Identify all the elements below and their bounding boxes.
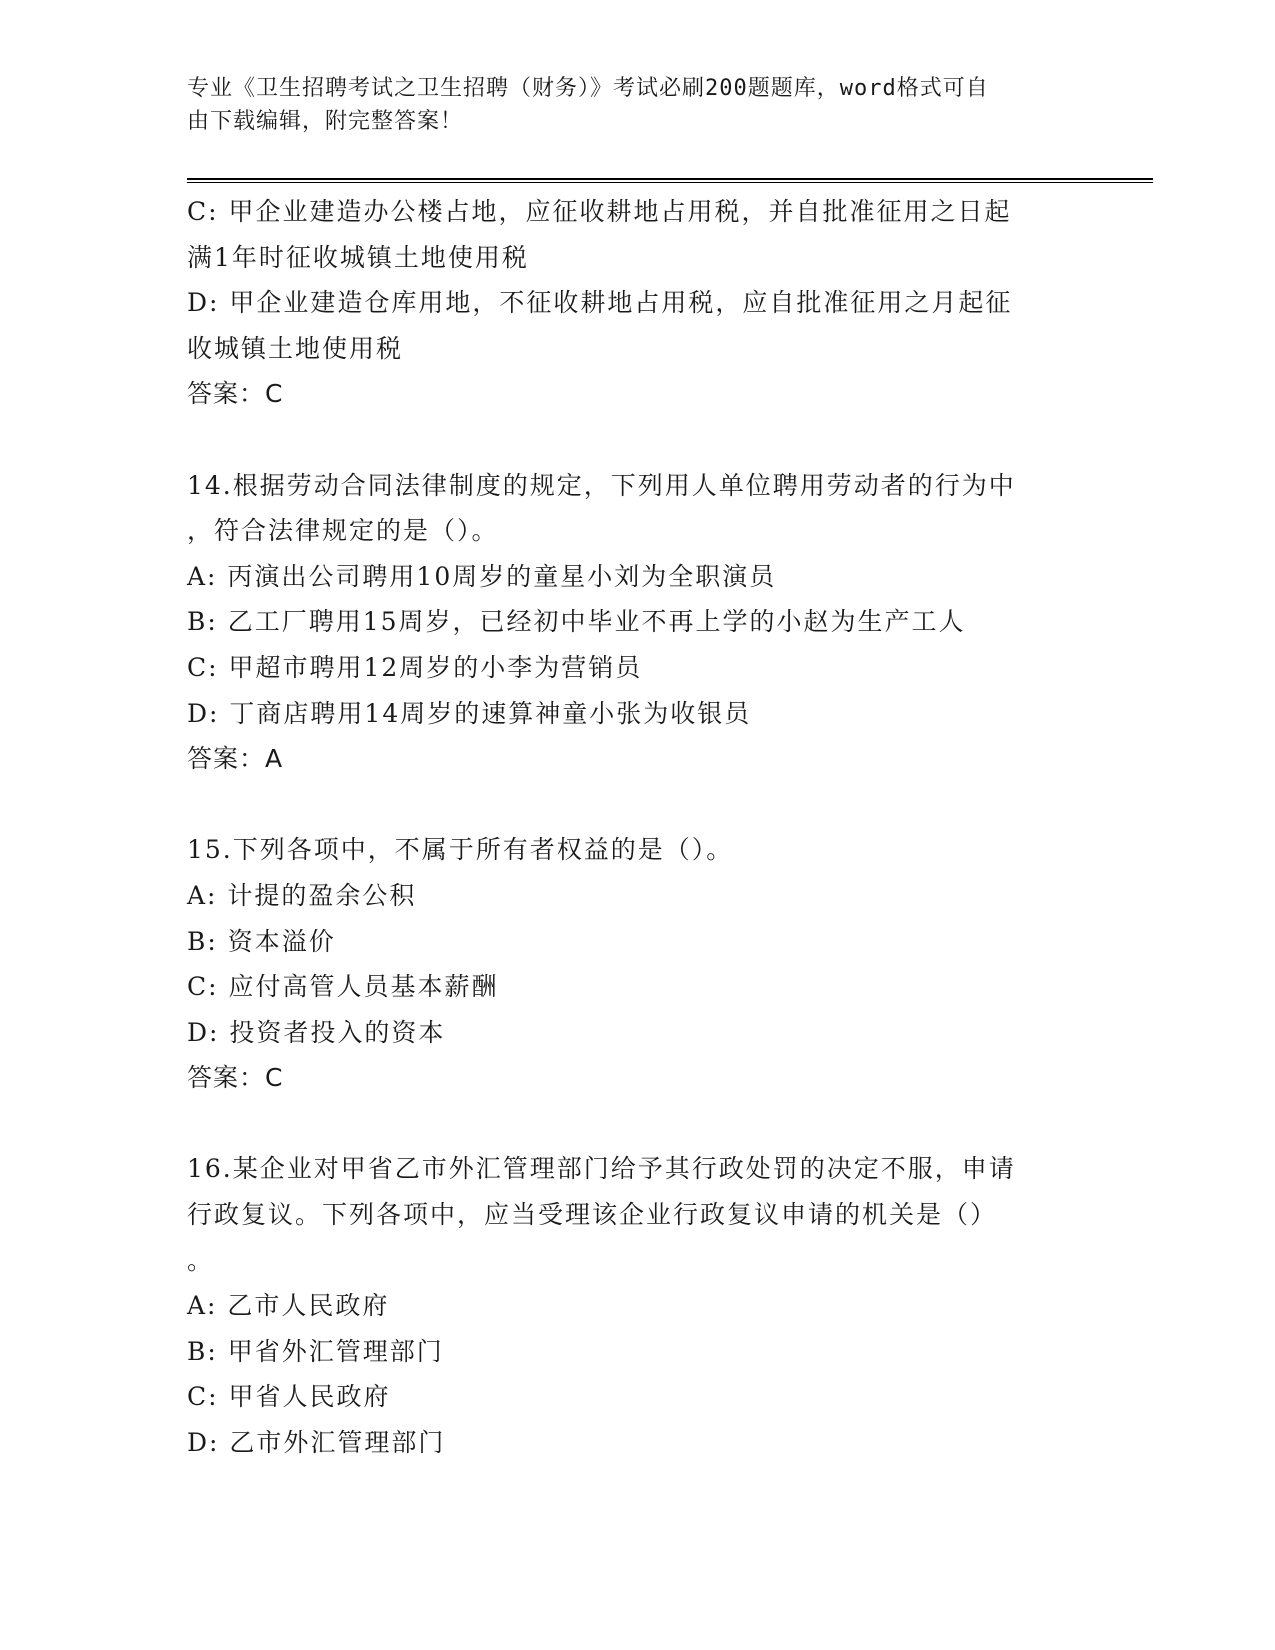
document-header [187, 72, 1067, 138]
option-b: B: 乙工厂聘用15周岁，已经初中毕业不再上学的小赵为生产工人 [187, 607, 966, 637]
option-a: A: 计提的盈余公积 [187, 880, 417, 910]
question-stem-continued: ，符合法律规定的是（）。 [187, 516, 499, 546]
question-stem: 15.下列各项中，不属于所有者权益的是（）。 [187, 835, 734, 865]
option-d-continued: 收城镇土地使用税 [187, 333, 404, 363]
question-15 [187, 827, 1067, 1101]
option-d: D: 丁商店聘用14周岁的速算神童小张为收银员 [187, 698, 752, 728]
option-b: B: 资本溢价 [187, 926, 336, 956]
spacer [187, 417, 1067, 463]
spacer [187, 1101, 1067, 1147]
option-a: A: 乙市人民政府 [187, 1291, 390, 1321]
question-stem-continued: 行政复议。下列各项中，应当受理该企业行政复议申请的机关是（） [187, 1200, 998, 1230]
spacer [187, 782, 1067, 828]
option-d: D: 乙市外汇管理部门 [187, 1428, 446, 1458]
option-d: D: 甲企业建造仓库用地，不征收耕地占用税，应自批准征用之月起征 [187, 288, 1013, 318]
answer: 答案：C [187, 1063, 284, 1093]
answer: 答案：C [187, 379, 284, 409]
header-line-1: 专业《卫生招聘考试之卫生招聘（财务）》考试必刷200题题库，word格式可自 [187, 76, 989, 101]
option-d: D: 投资者投入的资本 [187, 1017, 446, 1047]
header-line-2: 由下载编辑，附完整答案！ [187, 109, 464, 134]
option-b: B: 甲省外汇管理部门 [187, 1336, 444, 1366]
question-stem: 14.根据劳动合同法律制度的规定，下列用人单位聘用劳动者的行为中 [187, 470, 1016, 500]
question-stem: 16.某企业对甲省乙市外汇管理部门给予其行政处罚的决定不服，申请 [187, 1154, 1016, 1184]
question-stem-end: 。 [187, 1245, 215, 1275]
option-c: C: 甲企业建造办公楼占地，应征收耕地占用税，并自批准征用之日起 [187, 197, 1012, 226]
option-c-continued: 满1年时征收城镇土地使用税 [187, 242, 529, 272]
question-list [187, 189, 1067, 1466]
option-c: C: 应付高管人员基本薪酬 [187, 972, 499, 1002]
option-a: A: 丙演出公司聘用10周岁的童星小刘为全职演员 [187, 561, 777, 591]
header-divider-thin [187, 182, 1153, 183]
question-16 [187, 1146, 1067, 1465]
question-13-tail [187, 189, 1067, 417]
question-14 [187, 463, 1067, 782]
option-c: C: 甲省人民政府 [187, 1382, 391, 1412]
header-divider-thick [187, 178, 1153, 180]
answer: 答案：A [187, 744, 284, 774]
option-c: C: 甲超市聘用12周岁的小李为营销员 [187, 652, 643, 682]
